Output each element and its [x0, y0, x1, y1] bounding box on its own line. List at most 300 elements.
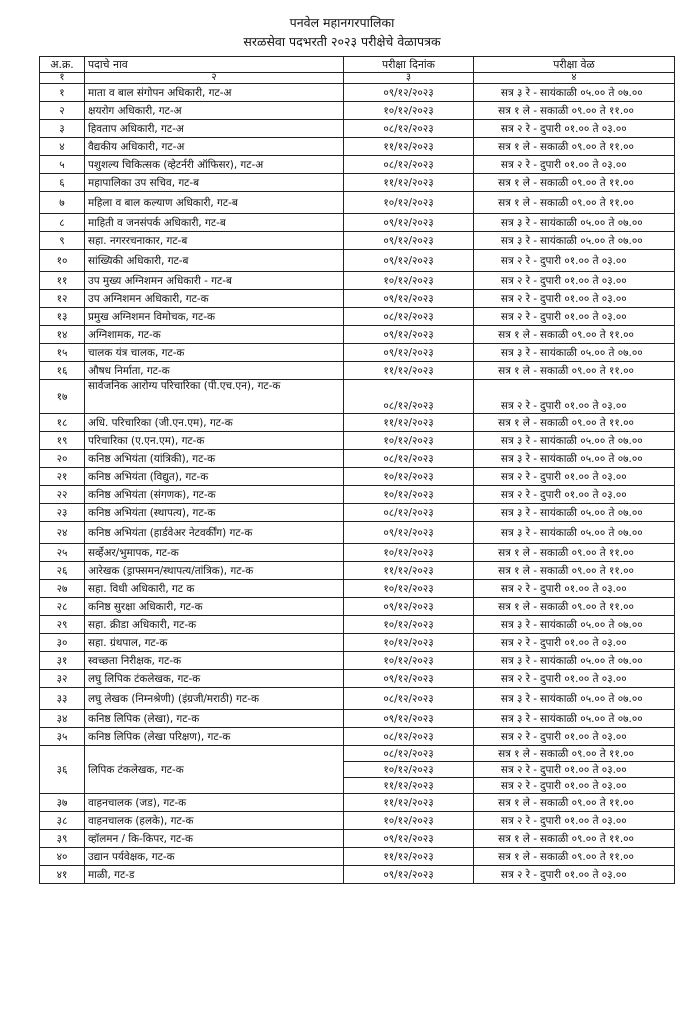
table-row [40, 272, 675, 290]
exam-date: ०९/१२/२०२३ [344, 830, 474, 848]
session-label: सत्र ३ रे - [500, 452, 537, 465]
session-label: सत्र ३ रे - [500, 216, 537, 229]
session-time: सकाळी ०९.०० ते ११.०० [540, 546, 634, 559]
exam-date: ०९/१२/२०२३ [344, 522, 474, 544]
table-row [40, 174, 675, 192]
exam-time [474, 192, 675, 214]
session-time: दुपारी ०१.०० ते ०३.०० [540, 470, 627, 483]
session-label: सत्र २ रे - [500, 292, 537, 305]
post-name: सहा. क्रीडा अधिकारी, गट-क [85, 616, 344, 634]
exam-date: १०/१२/२०२३ [344, 192, 474, 214]
table-row [40, 830, 675, 848]
exam-date: ०९/१२/२०२३ [344, 290, 474, 308]
session-label: सत्र २ रे - [500, 730, 537, 743]
exam-time [474, 414, 675, 432]
session-time: सायंकाळी ०५.०० ते ०७.०० [540, 234, 643, 247]
exam-date: ०९/१२/२०२३ [344, 214, 474, 232]
post-name: व्हॉलमन / कि-किपर, गट-क [85, 830, 344, 848]
exam-time [474, 504, 675, 522]
serial-number: ३१ [40, 652, 85, 670]
page-title: सरळसेवा पदभरती २०२३ परीक्षेचे वेळापत्रक [243, 34, 441, 49]
session-label: सत्र ३ रे - [500, 526, 537, 539]
session-time: सकाळी ०९.०० ते ११.०० [540, 600, 634, 613]
post-name: माळी, गट-ड [85, 866, 344, 884]
post-name: माता व बाल संगोपन अधिकारी, गट-अ [85, 84, 344, 102]
session-label: सत्र १ ले - [498, 747, 537, 760]
exam-time [474, 812, 675, 830]
serial-number: ३२ [40, 670, 85, 688]
exam-date: ०८/१२/२०२३ [344, 120, 474, 138]
table-row [40, 848, 675, 866]
session-time: दुपारी ०१.०० ते ०३.०० [540, 122, 627, 135]
post-name: कनिष्ठ अभियंता (यांत्रिकी), गट-क [85, 450, 344, 468]
col-header-serial: अ.क्र. [40, 57, 85, 73]
session-time: दुपारी ०१.०० ते ०३.०० [540, 310, 627, 323]
session-label: सत्र २ रे - [500, 470, 537, 483]
post-name: चालक यंत्र चालक, गट-क [85, 344, 344, 362]
session-time: सकाळी ०९.०० ते ११.०० [540, 850, 634, 863]
serial-number: ५ [40, 156, 85, 174]
post-name: कनिष्ठ अभियंता (संगणक), गट-क [85, 486, 344, 504]
table-row [40, 486, 675, 504]
table-row [40, 214, 675, 232]
exam-date: ०८/१२/२०२३ [344, 450, 474, 468]
exam-time [474, 848, 675, 866]
table-row [40, 308, 675, 326]
post-name: आरेखक (ड्राफ्समन/स्थापत्य/तांत्रिक), गट-क [85, 562, 344, 580]
table-row [40, 290, 675, 308]
serial-number: १४ [40, 326, 85, 344]
exam-time [474, 138, 675, 156]
col-number: ४ [474, 73, 675, 84]
exam-time [474, 794, 675, 812]
session-label: सत्र २ रे - [500, 779, 537, 792]
serial-number: २३ [40, 504, 85, 522]
serial-number: ३८ [40, 812, 85, 830]
session-label: सत्र १ ले - [498, 364, 537, 377]
session-time: सायंकाळी ०५.०० ते ०७.०० [540, 216, 643, 229]
col-header-post: पदाचे नाव [85, 57, 344, 73]
post-name: प्रमुख अग्निशमन विमोचक, गट-क [85, 308, 344, 326]
table-row [40, 504, 675, 522]
serial-number: १५ [40, 344, 85, 362]
post-name: लघु लेखक (निम्नश्रेणी) (इंग्रजी/मराठी) गट-क [85, 688, 344, 710]
session-time: सकाळी ०९.०० ते ११.०० [540, 796, 634, 809]
exam-time [474, 746, 675, 762]
session-label: सत्र २ रे - [500, 400, 537, 412]
exam-date: ०८/१२/२०२३ [344, 746, 474, 762]
exam-time [474, 174, 675, 192]
table-row [40, 634, 675, 652]
exam-date: ०८/१२/२०२३ [344, 156, 474, 174]
table-row [40, 794, 675, 812]
session-label: सत्र ३ रे - [500, 618, 537, 631]
session-time: दुपारी ०१.०० ते ०३.०० [540, 582, 627, 595]
session-time: दुपारी ०१.०० ते ०३.०० [540, 730, 627, 743]
serial-number: ८ [40, 214, 85, 232]
session-label: सत्र १ ले - [498, 140, 537, 153]
post-name: अधि. परिचारिका (जी.एन.एम), गट-क [85, 414, 344, 432]
exam-time [474, 290, 675, 308]
session-time: दुपारी ०१.०० ते ०३.०० [540, 292, 627, 305]
exam-time [474, 710, 675, 728]
session-label: सत्र २ रे - [500, 636, 537, 649]
col-number: ३ [344, 73, 474, 84]
session-time: सकाळी ०९.०० ते ११.०० [540, 564, 634, 577]
serial-number: २० [40, 450, 85, 468]
post-name: सहा. ग्रंथपाल, गट-क [85, 634, 344, 652]
session-label: सत्र १ ले - [498, 850, 537, 863]
serial-number: ३४ [40, 710, 85, 728]
table-row [40, 102, 675, 120]
exam-date: ०८/१२/२०२३ [344, 728, 474, 746]
exam-date: ११/१२/२०२३ [344, 848, 474, 866]
serial-number: ४१ [40, 866, 85, 884]
serial-number: २१ [40, 468, 85, 486]
session-time: दुपारी ०१.०० ते ०३.०० [540, 868, 627, 881]
post-name: सर्व्हेअर/भुमापक, गट-क [85, 544, 344, 562]
session-time: दुपारी ०१.०० ते ०३.०० [540, 488, 627, 501]
col-number: २ [85, 73, 344, 84]
serial-number: २७ [40, 580, 85, 598]
table-row [40, 746, 675, 762]
exam-time [474, 762, 675, 778]
session-label: सत्र २ रे - [500, 582, 537, 595]
serial-number: १७ [40, 380, 85, 414]
table-row [40, 192, 675, 214]
exam-date: १०/१२/२०२३ [344, 272, 474, 290]
post-name: महापालिका उप सचिव, गट-ब [85, 174, 344, 192]
table-row [40, 866, 675, 884]
session-time: सायंकाळी ०५.०० ते ०७.०० [540, 654, 643, 667]
session-time: सायंकाळी ०५.०० ते ०७.०० [540, 86, 643, 99]
table-row [40, 250, 675, 272]
session-time: सायंकाळी ०५.०० ते ०७.०० [540, 618, 643, 631]
session-label: सत्र २ रे - [500, 274, 537, 287]
exam-date: ०९/१२/२०२३ [344, 232, 474, 250]
serial-number: ३६ [40, 746, 85, 794]
session-label: सत्र ३ रे - [500, 712, 537, 725]
serial-number: ९ [40, 232, 85, 250]
exam-time [474, 778, 675, 794]
session-time: सकाळी ०९.०० ते ११.०० [540, 196, 634, 209]
session-time: दुपारी ०१.०० ते ०३.०० [540, 779, 627, 792]
table-row [40, 812, 675, 830]
serial-number: १९ [40, 432, 85, 450]
exam-time [474, 326, 675, 344]
exam-time [474, 830, 675, 848]
exam-date: ०९/१२/२०२३ [344, 84, 474, 102]
serial-number: १० [40, 250, 85, 272]
session-label: सत्र १ ले - [498, 546, 537, 559]
post-name: माहिती व जनसंपर्क अधिकारी, गट-ब [85, 214, 344, 232]
serial-number: १३ [40, 308, 85, 326]
table-row [40, 120, 675, 138]
session-label: सत्र १ ले - [498, 104, 537, 117]
table-row [40, 670, 675, 688]
table-row [40, 562, 675, 580]
exam-date: १०/१२/२०२३ [344, 432, 474, 450]
table-row [40, 326, 675, 344]
post-name: उद्यान पर्यवेक्षक, गट-क [85, 848, 344, 866]
post-name: वाहनचालक (जड), गट-क [85, 794, 344, 812]
exam-date: ०९/१२/२०२३ [344, 670, 474, 688]
serial-number: ३७ [40, 794, 85, 812]
exam-date: १०/१२/२०२३ [344, 812, 474, 830]
exam-date: ०९/१२/२०२३ [344, 326, 474, 344]
session-label: सत्र २ रे - [500, 672, 537, 685]
col-header-time: परीक्षा वेळ [474, 57, 675, 73]
session-time: सकाळी ०९.०० ते ११.०० [540, 364, 634, 377]
session-label: सत्र १ ले - [498, 416, 537, 429]
exam-time [474, 616, 675, 634]
session-time: सायंकाळी ०५.०० ते ०७.०० [540, 712, 643, 725]
table-row [40, 616, 675, 634]
post-name: क्षयरोग अधिकारी, गट-अ [85, 102, 344, 120]
post-name: सहा. नगररचनाकार, गट-ब [85, 232, 344, 250]
session-time: सकाळी ०९.०० ते ११.०० [540, 328, 634, 341]
exam-time [474, 468, 675, 486]
exam-date: १०/१२/२०२३ [344, 652, 474, 670]
post-name: औषध निर्माता, गट-क [85, 362, 344, 380]
session-label: सत्र १ ले - [498, 564, 537, 577]
table-row [40, 344, 675, 362]
table-row [40, 522, 675, 544]
session-label: सत्र २ रे - [500, 158, 537, 171]
exam-date: ०८/१२/२०२३ [344, 380, 474, 414]
session-time: दुपारी ०१.०० ते ०३.०० [540, 672, 627, 685]
session-label: सत्र २ रे - [500, 122, 537, 135]
exam-time [474, 544, 675, 562]
session-label: सत्र १ ले - [498, 796, 537, 809]
session-time: दुपारी ०१.०० ते ०३.०० [540, 158, 627, 171]
serial-number: ४ [40, 138, 85, 156]
post-name: कनिष्ठ अभियंता (विद्युत), गट-क [85, 468, 344, 486]
post-name: लघु लिपिक टंकलेखक, गट-क [85, 670, 344, 688]
exam-time [474, 486, 675, 504]
exam-time [474, 580, 675, 598]
session-label: सत्र २ रे - [500, 254, 537, 267]
exam-time [474, 450, 675, 468]
exam-date: १०/१२/२०२३ [344, 468, 474, 486]
serial-number: २९ [40, 616, 85, 634]
exam-time [474, 522, 675, 544]
session-time: सायंकाळी ०५.०० ते ०७.०० [540, 526, 643, 539]
post-name: हिवताप अधिकारी, गट-अ [85, 120, 344, 138]
exam-time [474, 598, 675, 616]
session-label: सत्र २ रे - [500, 814, 537, 827]
table-row [40, 544, 675, 562]
exam-time [474, 670, 675, 688]
exam-time [474, 84, 675, 102]
exam-time [474, 120, 675, 138]
exam-time [474, 652, 675, 670]
session-time: सायंकाळी ०५.०० ते ०७.०० [540, 434, 643, 447]
session-label: सत्र १ ले - [498, 196, 537, 209]
post-name: वाहनचालक (हलके), गट-क [85, 812, 344, 830]
col-header-date: परीक्षा दिनांक [344, 57, 474, 73]
exam-date: ११/१२/२०२३ [344, 778, 474, 794]
serial-number: ४० [40, 848, 85, 866]
post-name: सांख्यिकी अधिकारी, गट-ब [85, 250, 344, 272]
table-row [40, 232, 675, 250]
session-time: सायंकाळी ०५.०० ते ०७.०० [540, 506, 643, 519]
post-name: पशुशल्य चिकित्सक (व्हेटर्नरी ऑफिसर), गट-अ [85, 156, 344, 174]
exam-time [474, 432, 675, 450]
table-row [40, 432, 675, 450]
session-time: सकाळी ०९.०० ते ११.०० [540, 176, 634, 189]
session-time: सायंकाळी ०५.०० ते ०७.०० [540, 346, 643, 359]
session-time: सकाळी ०९.०० ते ११.०० [540, 747, 634, 760]
exam-date: १०/१२/२०२३ [344, 580, 474, 598]
session-label: सत्र १ ले - [498, 328, 537, 341]
column-number-row [40, 73, 675, 84]
serial-number: ११ [40, 272, 85, 290]
exam-time [474, 308, 675, 326]
post-name: उप अग्निशमन अधिकारी, गट-क [85, 290, 344, 308]
serial-number: २६ [40, 562, 85, 580]
serial-number: ३९ [40, 830, 85, 848]
org-name: पनवेल महानगरपालिका [289, 15, 395, 30]
exam-time [474, 634, 675, 652]
exam-time [474, 362, 675, 380]
post-name: सहा. विधी अधिकारी, गट क [85, 580, 344, 598]
session-label: सत्र ३ रे - [500, 654, 537, 667]
session-label: सत्र ३ रे - [500, 506, 537, 519]
post-name: अग्निशामक, गट-क [85, 326, 344, 344]
table-row [40, 362, 675, 380]
exam-date: ११/१२/२०२३ [344, 794, 474, 812]
session-label: सत्र २ रे - [500, 868, 537, 881]
exam-time [474, 866, 675, 884]
exam-date: ०९/१२/२०२३ [344, 598, 474, 616]
session-time: सायंकाळी ०५.०० ते ०७.०० [540, 692, 643, 705]
serial-number: २८ [40, 598, 85, 616]
schedule-body [40, 84, 675, 884]
post-name: सार्वजनिक आरोग्य परिचारिका (पी.एच.एन), गट-क [85, 380, 344, 414]
post-name: वैद्यकीय अधिकारी, गट-अ [85, 138, 344, 156]
table-row [40, 450, 675, 468]
table-row [40, 414, 675, 432]
post-name: कनिष्ठ अभियंता (स्थापत्य), गट-क [85, 504, 344, 522]
post-name: महिला व बाल कल्याण अधिकारी, गट-ब [85, 192, 344, 214]
exam-time [474, 380, 675, 414]
session-time: दुपारी ०१.०० ते ०३.०० [540, 636, 627, 649]
exam-time [474, 250, 675, 272]
session-label: सत्र १ ले - [498, 176, 537, 189]
serial-number: २२ [40, 486, 85, 504]
table-row [40, 138, 675, 156]
serial-number: ६ [40, 174, 85, 192]
session-time: दुपारी ०१.०० ते ०३.०० [540, 763, 627, 776]
serial-number: ३ [40, 120, 85, 138]
exam-time [474, 688, 675, 710]
table-row [40, 156, 675, 174]
session-label: सत्र १ ले - [498, 832, 537, 845]
exam-date: ०९/१२/२०२३ [344, 250, 474, 272]
exam-date: ०९/१२/२०२३ [344, 710, 474, 728]
session-time: सकाळी ०९.०० ते ११.०० [540, 104, 634, 117]
exam-time [474, 156, 675, 174]
table-row [40, 652, 675, 670]
post-name: स्वच्छता निरीक्षक, गट-क [85, 652, 344, 670]
table-row [40, 468, 675, 486]
session-time: दुपारी ०१.०० ते ०३.०० [540, 254, 627, 267]
serial-number: ३३ [40, 688, 85, 710]
exam-date: १०/१२/२०२३ [344, 616, 474, 634]
table-row [40, 728, 675, 746]
exam-date: ११/१२/२०२३ [344, 414, 474, 432]
session-label: सत्र ३ रे - [500, 692, 537, 705]
exam-date: १०/१२/२०२३ [344, 544, 474, 562]
exam-time [474, 344, 675, 362]
serial-number: ३० [40, 634, 85, 652]
session-label: सत्र २ रे - [500, 763, 537, 776]
session-time: सकाळी ०९.०० ते ११.०० [540, 140, 634, 153]
serial-number: १६ [40, 362, 85, 380]
post-name: परिचारिका (ए.एन.एम), गट-क [85, 432, 344, 450]
session-label: सत्र ३ रे - [500, 234, 537, 247]
post-name: कनिष्ठ लिपिक (लेखा परिक्षण), गट-क [85, 728, 344, 746]
schedule-table [39, 56, 675, 884]
session-time: सकाळी ०९.०० ते ११.०० [540, 416, 634, 429]
exam-date: ०९/१२/२०२३ [344, 866, 474, 884]
table-row [40, 84, 675, 102]
session-time: दुपारी ०१.०० ते ०३.०० [540, 274, 627, 287]
exam-date: ११/१२/२०२३ [344, 138, 474, 156]
exam-date: १०/१२/२०२३ [344, 762, 474, 778]
exam-date: ११/१२/२०२३ [344, 562, 474, 580]
post-name: कनिष्ठ अभियंता (हार्डवेअर नेटवर्कींग) गट-क [85, 522, 344, 544]
exam-time [474, 214, 675, 232]
session-label: सत्र २ रे - [500, 310, 537, 323]
exam-date: १०/१२/२०२३ [344, 486, 474, 504]
exam-time [474, 232, 675, 250]
exam-date: १०/१२/२०२३ [344, 102, 474, 120]
serial-number: ३५ [40, 728, 85, 746]
exam-date: ०८/१२/२०२३ [344, 688, 474, 710]
col-number: १ [40, 73, 85, 84]
table-row [40, 380, 675, 414]
post-name: कनिष्ठ सुरक्षा अधिकारी, गट-क [85, 598, 344, 616]
serial-number: ७ [40, 192, 85, 214]
session-label: सत्र ३ रे - [500, 346, 537, 359]
serial-number: २४ [40, 522, 85, 544]
table-row [40, 598, 675, 616]
table-row [40, 710, 675, 728]
session-time: सकाळी ०९.०० ते ११.०० [540, 832, 634, 845]
table-row [40, 688, 675, 710]
exam-date: ११/१२/२०२३ [344, 362, 474, 380]
exam-date: ११/१२/२०२३ [344, 174, 474, 192]
post-name: उप मुख्य अग्निशमन अधिकारी - गट-ब [85, 272, 344, 290]
exam-date: ०८/१२/२०२३ [344, 504, 474, 522]
serial-number: २५ [40, 544, 85, 562]
exam-date: १०/१२/२०२३ [344, 634, 474, 652]
exam-time [474, 102, 675, 120]
session-label: सत्र ३ रे - [500, 434, 537, 447]
serial-number: २ [40, 102, 85, 120]
exam-time [474, 728, 675, 746]
serial-number: १८ [40, 414, 85, 432]
post-name: लिपिक टंकलेखक, गट-क [85, 746, 344, 794]
serial-number: १२ [40, 290, 85, 308]
exam-time [474, 272, 675, 290]
session-label: सत्र २ रे - [500, 488, 537, 501]
session-time: दुपारी ०१.०० ते ०३.०० [540, 400, 627, 412]
exam-date: ०८/१२/२०२३ [344, 308, 474, 326]
table-row [40, 580, 675, 598]
